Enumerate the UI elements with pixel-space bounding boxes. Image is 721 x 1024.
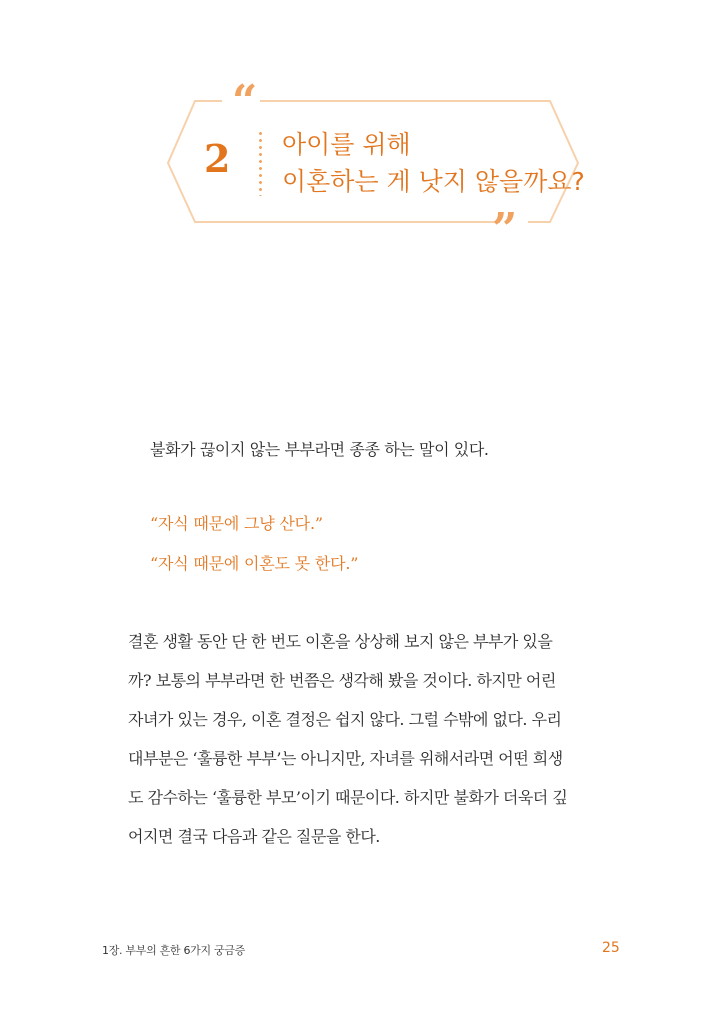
quote-line: “자식 때문에 그냥 산다.” <box>150 514 323 533</box>
open-quote-mark: “ <box>232 76 258 127</box>
chapter-title-line-2: 이혼하는 게 낫지 않을까요? <box>282 167 585 196</box>
intro-sentence: 불화가 끊이지 않는 부부라면 종종 하는 말이 있다. <box>150 440 489 459</box>
running-footer-chapter: 1장. 부부의 흔한 6가지 궁금증 <box>102 944 245 957</box>
paragraph-line: 까? 보통의 부부라면 한 번쯤은 생각해 봤을 것이다. 하지만 어린 <box>128 671 556 690</box>
close-quote-mark: ” <box>492 204 518 255</box>
dotted-divider <box>259 130 262 196</box>
chapter-title <box>282 126 585 200</box>
quoted-sayings <box>150 512 358 592</box>
paragraph-line: 대부분은 ‘훌륭한 부부’는 아니지만, 자녀를 위해서라면 어떤 희생 <box>128 749 563 768</box>
paragraph-line: 자녀가 있는 경우, 이혼 결정은 쉽지 않다. 그럴 수밖에 없다. 우리 <box>128 710 562 729</box>
paragraph-line: 어지면 결국 다음과 같은 질문을 한다. <box>128 827 380 846</box>
quote-line: “자식 때문에 이혼도 못 한다.” <box>150 554 359 573</box>
chapter-title-line-1: 아이를 위해 <box>282 130 411 159</box>
paragraph-line: 도 감수하는 ‘훌륭한 부모’이기 때문이다. 하지만 불화가 더욱더 깊 <box>128 788 568 807</box>
chapter-number: 2 <box>204 136 231 181</box>
body-paragraph <box>128 622 567 856</box>
paragraph-line: 결혼 생활 동안 단 한 번도 이혼을 상상해 보지 않은 부부가 있을 <box>128 632 553 651</box>
page-number: 25 <box>602 940 620 956</box>
